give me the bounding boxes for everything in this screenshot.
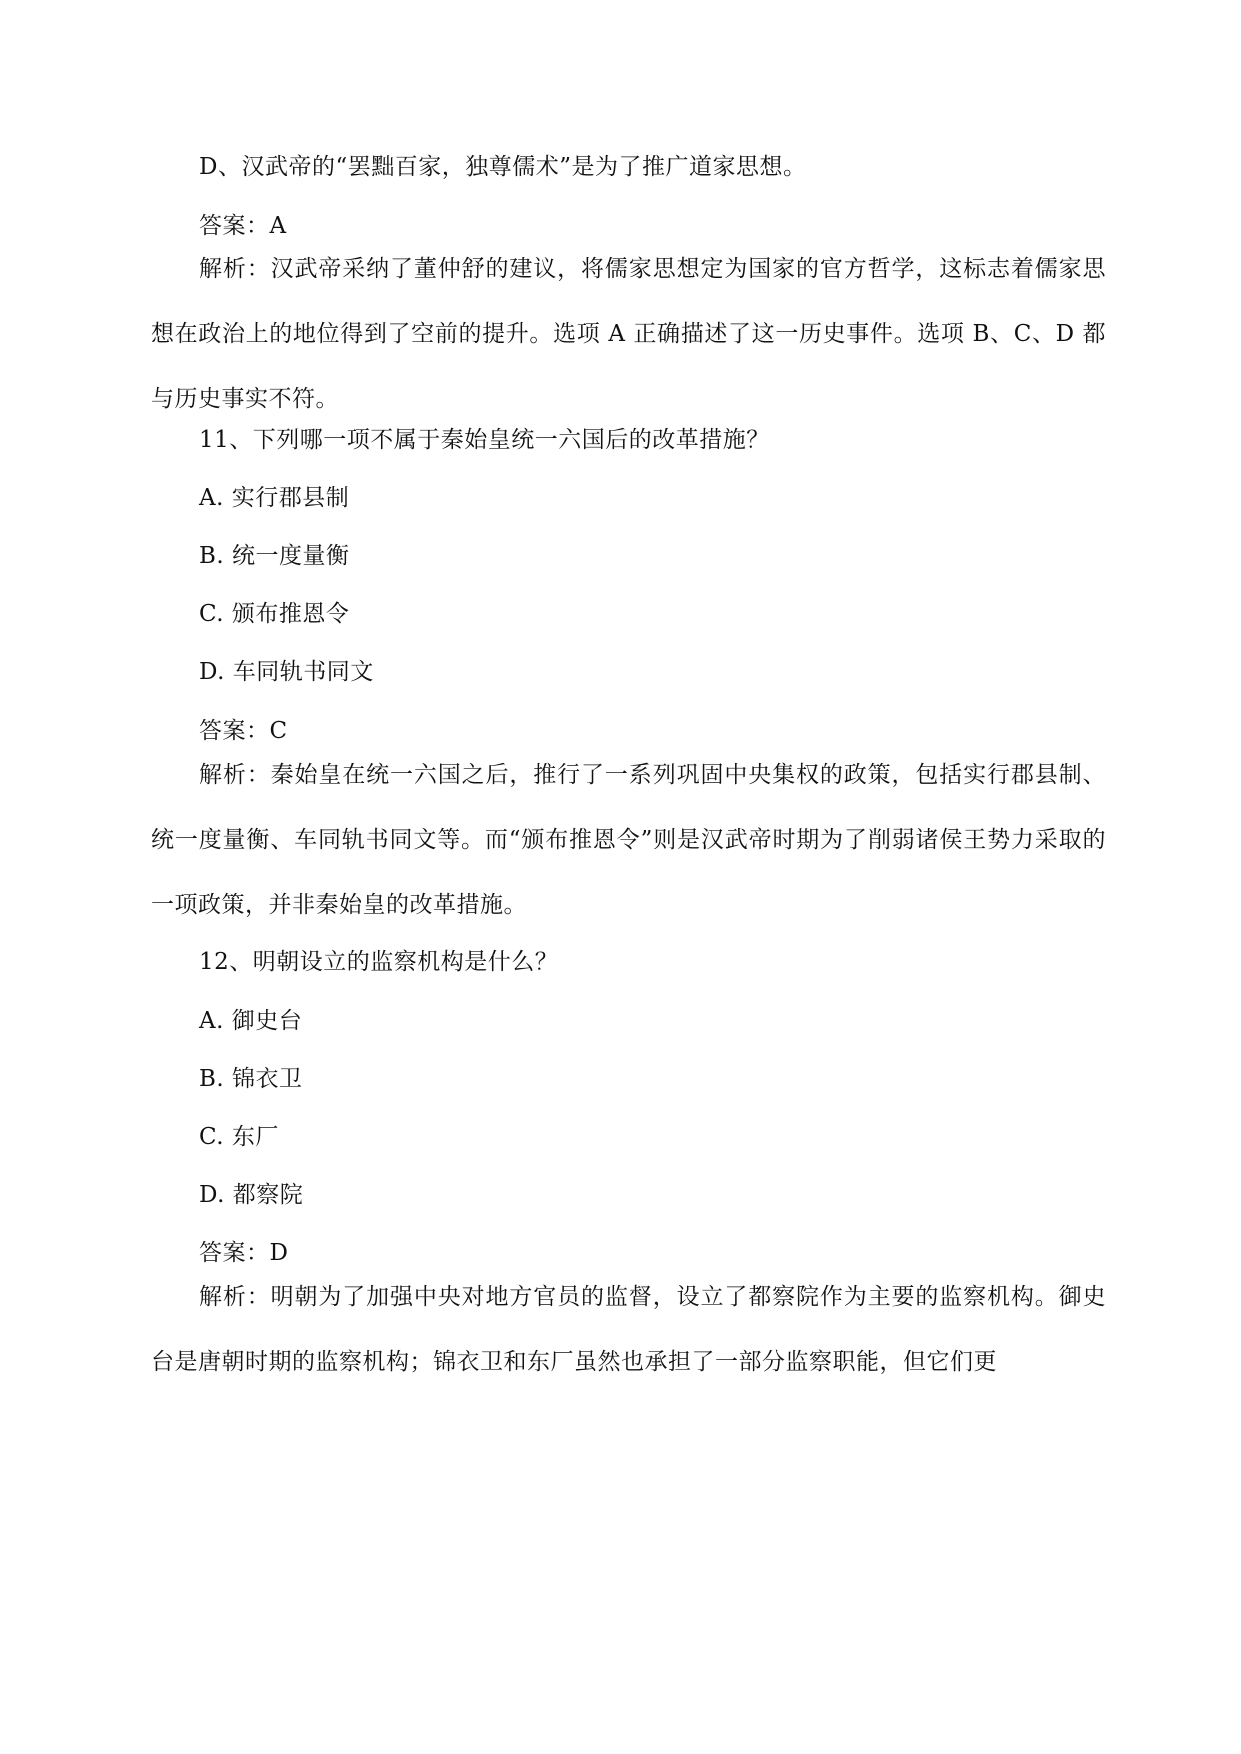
q12-analysis: 解析：明朝为了加强中央对地方官员的监督，设立了都察院作为主要的监察机构。御史台是唐朝时期的监察机构；锦衣卫和东厂虽然也承担了一部分监察职能，但它们更 xyxy=(151,1284,1106,1375)
q11-answer: 答案：C xyxy=(199,718,288,744)
q11-option-a: A. 实行郡县制 xyxy=(199,485,350,511)
q11-question: 11、下列哪一项不属于秦始皇统一六国后的改革措施？ xyxy=(199,427,770,453)
q12-option-b: B. 锦衣卫 xyxy=(199,1066,303,1092)
q10-answer: 答案：A xyxy=(199,213,287,239)
q12-option-d: D. 都察院 xyxy=(199,1182,304,1208)
q11-option-b: B. 统一度量衡 xyxy=(199,543,350,569)
q12-answer: 答案：D xyxy=(199,1240,289,1266)
q12-option-a: A. 御史台 xyxy=(199,1008,303,1034)
q10-option-d: D、汉武帝的“罢黜百家，独尊儒术”是为了推广道家思想。 xyxy=(199,154,807,180)
q12-question: 12、明朝设立的监察机构是什么？ xyxy=(199,949,559,975)
q10-analysis: 解析：汉武帝采纳了董仲舒的建议，将儒家思想定为国家的官方哲学，这标志着儒家思想在政治上的地位得到了空前的提升。选项 A 正确描述了这一历史事件。选项 B、C、D 都与历史事实不符。 xyxy=(151,256,1106,412)
q12-option-c: C. 东厂 xyxy=(199,1124,279,1150)
q11-option-c: C. 颁布推恩令 xyxy=(199,601,350,627)
q11-option-d: D. 车同轨书同文 xyxy=(199,659,374,685)
q11-analysis: 解析：秦始皇在统一六国之后，推行了一系列巩固中央集权的政策，包括实行郡县制、统一度量衡、车同轨书同文等。而“颁布推恩令”则是汉武帝时期为了削弱诸侯王势力采取的一项政策，并非秦始皇的改革措施。 xyxy=(151,762,1106,918)
